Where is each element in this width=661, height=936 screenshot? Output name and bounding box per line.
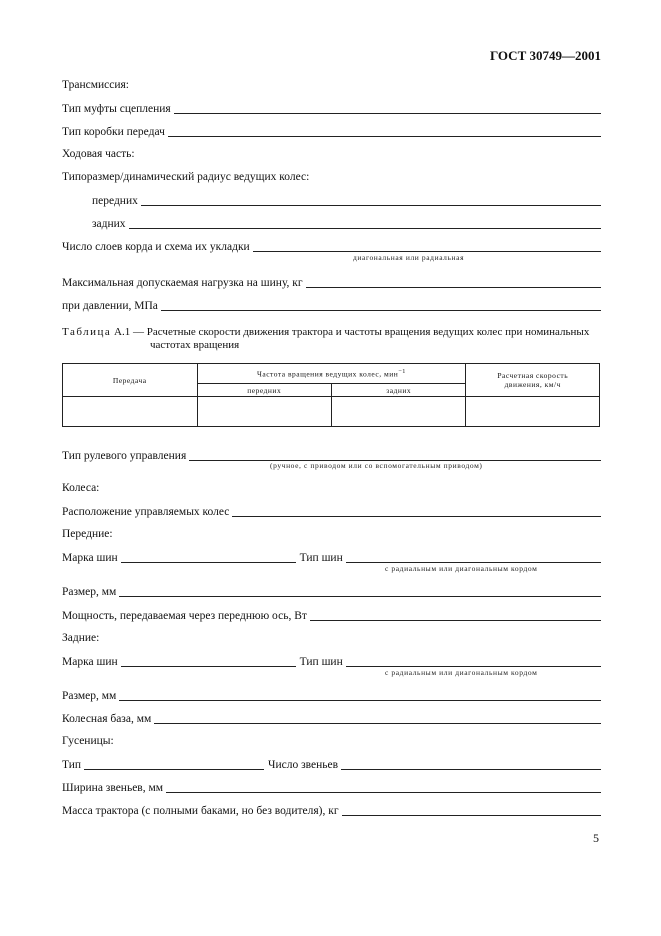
table-cell-empty[interactable] xyxy=(332,397,466,427)
field-label: Число звеньев xyxy=(268,759,339,771)
field-label: Размер, мм xyxy=(62,690,117,702)
table-caption xyxy=(62,326,601,352)
field-wheel-size-heading xyxy=(62,170,601,184)
field-cord-layers xyxy=(62,239,601,254)
input-line[interactable] xyxy=(154,711,601,724)
caption-prefix: Таблица xyxy=(62,326,112,338)
input-line[interactable] xyxy=(121,654,296,667)
caption-number: А.1 xyxy=(114,326,131,338)
field-label: Тип шин xyxy=(299,552,343,564)
table-cell-empty[interactable] xyxy=(466,397,600,427)
section-tracks xyxy=(62,734,601,748)
section-label: Гусеницы: xyxy=(62,735,114,747)
field-label: Мощность, передаваемая через переднюю ось, Вт xyxy=(62,610,307,622)
field-hint: с радиальным или диагональным кордом xyxy=(385,564,538,573)
header-speed xyxy=(466,364,600,397)
section-transmission xyxy=(62,78,601,92)
field-label: Расположение управляемых колес xyxy=(62,506,230,518)
header-front: передних xyxy=(197,384,332,397)
field-label: Максимальная допускаемая нагрузка на шину, кг xyxy=(62,277,303,289)
field-front-tires xyxy=(62,550,601,565)
field-front-axle-power xyxy=(62,608,601,623)
field-label: Колесная база, мм xyxy=(62,713,152,725)
field-front-size xyxy=(62,584,601,599)
field-front-wheels xyxy=(92,193,601,208)
header-speed-line1: Расчетная скорость xyxy=(497,371,569,380)
field-label: Тип рулевого управления xyxy=(62,450,187,462)
section-running-gear xyxy=(62,147,601,161)
caption-text-2: частотах вращения xyxy=(150,339,240,351)
field-rear-tires xyxy=(62,654,601,669)
header-rpm-exponent: −1 xyxy=(398,368,406,376)
section-label: Задние: xyxy=(62,632,100,644)
table-cell-empty[interactable] xyxy=(63,397,198,427)
input-line[interactable] xyxy=(189,448,601,461)
field-hint: с радиальным или диагональным кордом xyxy=(385,668,538,677)
table-cell-empty[interactable] xyxy=(197,397,332,427)
input-line[interactable] xyxy=(310,608,601,621)
input-line[interactable] xyxy=(166,780,601,793)
field-label: Число слоев корда и схема их укладки xyxy=(62,241,250,253)
header-gear: Передача xyxy=(63,364,198,397)
input-line[interactable] xyxy=(174,101,601,114)
input-line[interactable] xyxy=(342,803,601,816)
speeds-table xyxy=(62,363,600,427)
field-label: задних xyxy=(92,218,126,230)
input-line[interactable] xyxy=(306,275,601,288)
page-number: 5 xyxy=(593,831,599,845)
input-line[interactable] xyxy=(84,757,264,770)
field-label: при давлении, МПа xyxy=(62,300,158,312)
section-label: Передние: xyxy=(62,528,113,540)
input-line[interactable] xyxy=(119,688,601,701)
field-label: Марка шин xyxy=(62,552,118,564)
input-line[interactable] xyxy=(253,239,601,252)
field-rear-wheels xyxy=(92,216,601,231)
field-rear-size xyxy=(62,688,601,703)
field-label: Тип шин xyxy=(299,656,343,668)
field-link-width xyxy=(62,780,601,795)
input-line[interactable] xyxy=(346,654,601,667)
section-label: Колеса: xyxy=(62,482,100,494)
section-rear-wheels xyxy=(62,631,601,645)
input-line[interactable] xyxy=(129,216,601,229)
field-steered-wheels xyxy=(62,504,601,519)
header-speed-line2: движения, км/ч xyxy=(504,380,561,389)
input-line[interactable] xyxy=(232,504,601,517)
input-line[interactable] xyxy=(346,550,601,563)
section-front-wheels xyxy=(62,527,601,541)
field-wheel-base xyxy=(62,711,601,726)
field-pressure xyxy=(62,298,601,313)
section-wheels xyxy=(62,481,601,495)
header-rpm-text: Частота вращения ведущих колес, мин xyxy=(257,369,399,379)
field-gearbox-type xyxy=(62,124,601,139)
input-line[interactable] xyxy=(121,550,296,563)
input-line[interactable] xyxy=(341,757,601,770)
caption-text: — Расчетные скорости движения трактора и частоты вращения ведущих колес при номинальных xyxy=(130,326,590,338)
document-header: ГОСТ 30749—2001 xyxy=(489,48,601,63)
field-max-load xyxy=(62,275,601,290)
field-tractor-mass xyxy=(62,803,601,818)
input-line[interactable] xyxy=(119,584,601,597)
field-label: Типоразмер/динамический радиус ведущих колес: xyxy=(62,171,310,183)
section-label: Трансмиссия: xyxy=(62,79,129,91)
field-label: Масса трактора (с полными баками, но без водителя), кг xyxy=(62,805,339,817)
field-label: передних xyxy=(92,195,138,207)
section-label: Ходовая часть: xyxy=(62,148,135,160)
field-track-type xyxy=(62,757,601,772)
field-label: Тип коробки передач xyxy=(62,126,165,138)
field-label: Марка шин xyxy=(62,656,118,668)
field-hint: (ручное, с приводом или со вспомогательным приводом) xyxy=(270,461,483,470)
header-rpm xyxy=(197,364,466,384)
input-line[interactable] xyxy=(161,298,601,311)
field-clutch-type xyxy=(62,101,601,116)
input-line[interactable] xyxy=(141,193,601,206)
field-hint: диагональная или радиальная xyxy=(353,253,465,262)
field-label: Тип муфты сцепления xyxy=(62,103,171,115)
input-line[interactable] xyxy=(168,124,601,137)
field-label: Ширина звеньев, мм xyxy=(62,782,164,794)
field-label: Размер, мм xyxy=(62,586,117,598)
header-rear: задних xyxy=(332,384,466,397)
field-label: Тип xyxy=(62,759,82,771)
